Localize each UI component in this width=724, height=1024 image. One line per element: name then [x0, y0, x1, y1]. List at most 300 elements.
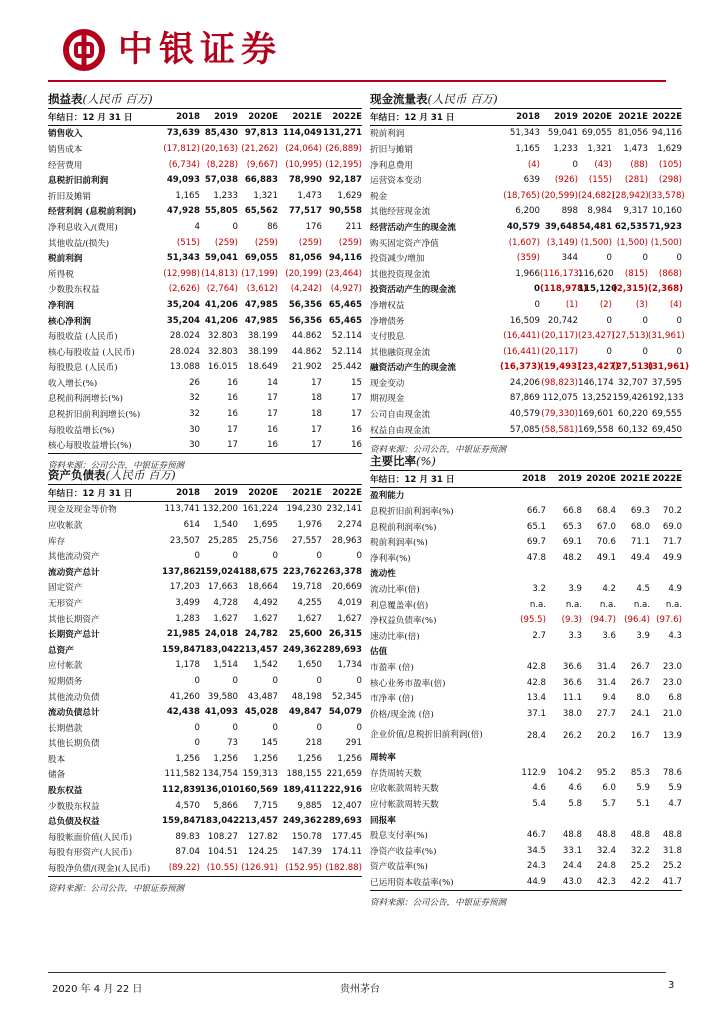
row-value: 159,847	[162, 816, 202, 827]
row-value: (126.91)	[241, 863, 278, 874]
row-value: 16.7	[630, 730, 650, 741]
row-value	[650, 812, 682, 828]
row-label: 价格/现金流 (倍)	[370, 709, 434, 720]
row-value: 176	[305, 221, 322, 232]
row-label: 已运用资本收益率(%)	[370, 878, 454, 889]
table-row	[370, 360, 682, 376]
row-value: 218	[305, 738, 322, 749]
table-row	[370, 188, 682, 204]
table-row	[48, 720, 362, 736]
row-value: 57,085	[509, 424, 540, 435]
row-value: (259)	[254, 237, 278, 248]
row-value: 0	[356, 722, 362, 733]
row-value: 24.4	[562, 861, 582, 872]
row-value: 639	[523, 175, 540, 186]
row-label: 净利息费用	[370, 160, 413, 171]
row-value: n.a.	[565, 599, 582, 610]
row-label: 每股股息 (人民币)	[48, 363, 118, 374]
row-value: 42.3	[596, 877, 616, 888]
row-label: 每股收益增长(%)	[48, 425, 115, 436]
row-label: 每股帐面价值(人民币)	[48, 832, 133, 843]
row-value: 188,675	[238, 566, 278, 577]
row-value: 27,557	[291, 535, 322, 546]
row-value: 23,507	[169, 535, 200, 546]
row-value: (8,228)	[206, 159, 238, 170]
row-value: 90,558	[328, 206, 362, 217]
row-label: 其他长期资产	[48, 614, 100, 625]
row-value: 17	[267, 409, 278, 420]
row-value: 47,985	[244, 299, 278, 310]
row-label: 市盈率 (倍)	[370, 662, 414, 673]
balance-title	[48, 466, 362, 485]
column-header-year: 2021E	[278, 485, 322, 501]
row-value: 13.4	[526, 693, 546, 704]
row-value: 65,465	[328, 315, 362, 326]
row-value: 0	[356, 675, 362, 686]
row-value: 24,782	[244, 629, 278, 640]
row-value: 1,627	[297, 613, 322, 624]
table-row	[48, 782, 362, 798]
column-header-label: 年结日：12 月 31 日	[48, 109, 162, 125]
row-value: (18,765)	[503, 190, 540, 201]
row-value: 112,075	[542, 393, 578, 404]
row-value: 67.0	[596, 521, 616, 532]
row-value: (359)	[516, 253, 540, 264]
row-label: 回报率	[370, 815, 396, 826]
row-label: 总资产	[48, 645, 74, 656]
row-label: 市净率 (倍)	[370, 694, 414, 705]
cashflow-statement-panel	[370, 90, 690, 457]
row-label: 核心业务市盈率(倍)	[370, 678, 446, 689]
column-header-year: 2018	[500, 109, 540, 125]
row-value: 87.04	[175, 847, 200, 858]
row-value: 0	[534, 299, 540, 310]
row-value: 41.7	[662, 877, 682, 888]
table-row	[48, 172, 362, 188]
row-label: 息税折旧前利润	[48, 176, 109, 187]
row-value: 25,600	[288, 629, 322, 640]
table-row	[370, 534, 682, 550]
row-value: (27,513)	[612, 331, 649, 342]
row-value: 211	[345, 221, 362, 232]
row-value: 65,465	[328, 299, 362, 310]
row-value: 169,601	[578, 409, 614, 420]
row-value: (24,682)	[578, 190, 615, 201]
row-value: 57,038	[204, 175, 238, 186]
footer-company: 贵州茅台	[340, 984, 380, 995]
table-row	[370, 690, 682, 706]
row-value: 1,256	[297, 753, 322, 764]
row-value: 1,233	[553, 143, 578, 154]
footer-date: 2020 年 4 月 22 日	[52, 984, 143, 995]
row-value: 0	[316, 675, 322, 686]
row-label: 期初现金	[370, 394, 405, 405]
row-label: 股东权益	[48, 786, 83, 797]
row-value: 5,866	[213, 800, 238, 811]
row-value: 189,411	[282, 785, 322, 796]
row-value: 5.9	[636, 783, 650, 794]
row-value: (94.7)	[590, 615, 616, 626]
row-value: 59,041	[547, 128, 578, 139]
row-value: (17,812)	[163, 143, 200, 154]
row-value: (43)	[594, 159, 612, 170]
row-value: 213,457	[238, 644, 278, 655]
row-value: 39,580	[207, 691, 238, 702]
row-value: 161,224	[242, 504, 278, 515]
table-row	[48, 235, 362, 251]
row-value: 26.7	[630, 677, 650, 688]
table-row	[48, 689, 362, 705]
row-value: 344	[561, 253, 578, 264]
row-value: 23.0	[662, 661, 682, 672]
row-value: 159,426	[612, 393, 648, 404]
row-value: 16	[267, 440, 278, 451]
row-value: 16,509	[509, 315, 540, 326]
table-row	[48, 829, 362, 845]
row-value: 41,093	[204, 707, 238, 718]
row-value: 3.6	[602, 630, 616, 641]
table-row	[48, 282, 362, 298]
row-value: 3,499	[175, 597, 200, 608]
row-label: 核心净利润	[48, 316, 91, 327]
table-row	[48, 391, 362, 407]
row-value: 30	[189, 440, 200, 451]
row-value: 32,707	[617, 377, 648, 388]
row-label: 长期借款	[48, 723, 83, 734]
row-value: (16,373)	[500, 362, 542, 373]
row-value: 1,514	[213, 660, 238, 671]
column-header-year: 2019	[200, 109, 238, 125]
row-label: 存货周转天数	[370, 768, 422, 779]
row-value: 48.8	[562, 830, 582, 841]
row-value: 13.088	[169, 362, 200, 373]
column-header-year: 2018	[162, 109, 200, 125]
row-label: 应收帐款	[48, 520, 83, 531]
row-value: 18	[311, 393, 322, 404]
income-unit: (人民币 百万)	[82, 92, 153, 106]
table-row	[370, 375, 682, 391]
row-value: 0	[606, 346, 612, 357]
row-value: (926)	[554, 175, 578, 186]
row-value: 42.8	[526, 661, 546, 672]
balance-table	[48, 485, 362, 876]
row-value: (9.3)	[561, 615, 582, 626]
row-value: 177.45	[331, 831, 362, 842]
row-value: 1,283	[175, 613, 200, 624]
row-label: 权益自由现金流	[370, 425, 431, 436]
row-value: (88)	[630, 159, 648, 170]
row-value	[616, 566, 650, 582]
table-row	[370, 659, 682, 675]
row-value: 28.024	[169, 331, 200, 342]
row-label: 核心每股收益增长(%)	[48, 441, 132, 452]
row-value: 0	[272, 551, 278, 562]
row-value: 115,120	[578, 284, 618, 295]
row-value: 289,693	[322, 816, 362, 827]
column-header-year: 2020E	[578, 109, 612, 125]
row-value: (10.55)	[206, 863, 238, 874]
row-value: 0	[232, 221, 238, 232]
row-label: 税前利润	[370, 129, 405, 140]
row-value: 0	[642, 253, 648, 264]
row-value: 0	[606, 315, 612, 326]
row-label: 税前利润率(%)	[370, 538, 428, 549]
row-value: 114,049	[282, 128, 322, 139]
row-value: 49,093	[166, 175, 200, 186]
row-label: 少数股东权益	[48, 285, 100, 296]
row-value: 134,754	[202, 769, 238, 780]
row-value: 19,718	[291, 582, 322, 593]
column-header-year: 2021E	[278, 109, 322, 125]
row-value: (182.88)	[325, 863, 362, 874]
row-value: 36.6	[562, 677, 582, 688]
row-label: 其他投资现金流	[370, 269, 431, 280]
row-value	[508, 566, 546, 582]
row-value: 8.0	[636, 693, 650, 704]
row-value: (33,578)	[648, 190, 685, 201]
row-label: 应付帐款	[48, 661, 83, 672]
row-value: 221,659	[326, 769, 362, 780]
row-value: 17	[311, 377, 322, 388]
table-row	[370, 706, 682, 722]
row-value: 4.7	[668, 799, 682, 810]
row-value: 232,141	[326, 504, 362, 515]
row-value: 222,916	[322, 785, 362, 796]
row-value: 70.2	[662, 505, 682, 516]
row-value: (10,995)	[285, 159, 322, 170]
table-row	[370, 313, 682, 329]
row-value: 145	[261, 738, 278, 749]
brand-logo	[62, 28, 282, 72]
row-value: 32	[189, 409, 200, 420]
row-value: 0	[642, 346, 648, 357]
row-value: (3,149)	[546, 237, 578, 248]
row-value: 159,847	[162, 644, 202, 655]
table-row	[48, 595, 362, 611]
row-label: 融资活动产生的现金流	[370, 363, 456, 374]
row-value: 51,343	[166, 253, 200, 264]
row-label: 折旧与摊销	[370, 144, 413, 155]
table-row	[48, 658, 362, 674]
row-value: 1,629	[337, 190, 362, 201]
row-value: 25.2	[662, 861, 682, 872]
row-value: 6.8	[668, 693, 682, 704]
row-value: 104.51	[207, 847, 238, 858]
row-value: (20,163)	[201, 143, 238, 154]
table-row	[370, 519, 682, 535]
table-row	[48, 626, 362, 642]
row-value: 17	[311, 440, 322, 451]
row-value	[616, 750, 650, 766]
row-value: (28,942)	[612, 190, 649, 201]
row-value: 66.8	[562, 505, 582, 516]
row-value: 52.114	[331, 346, 362, 357]
cashflow-table	[370, 109, 690, 437]
row-value: 41,260	[169, 691, 200, 702]
row-value: (259)	[298, 237, 322, 248]
table-row	[370, 141, 682, 157]
row-value: 104.2	[557, 767, 582, 778]
row-value: 65.3	[562, 521, 582, 532]
row-label: 投资活动产生的现金流	[370, 285, 456, 296]
row-value: (815)	[624, 268, 648, 279]
row-value: 6,200	[515, 206, 540, 217]
row-value: 47.8	[526, 552, 546, 563]
table-row	[48, 204, 362, 220]
row-value: 213,457	[238, 816, 278, 827]
table-row	[370, 874, 682, 890]
income-statement-panel	[48, 90, 362, 473]
row-label: 支付股息	[370, 332, 405, 343]
column-header-year: 2019	[200, 485, 238, 501]
row-value: 48,198	[291, 691, 322, 702]
row-value: n.a.	[599, 599, 616, 610]
row-value: 2,274	[337, 519, 362, 530]
row-value: (868)	[658, 268, 682, 279]
row-value: 42.2	[630, 877, 650, 888]
table-row	[48, 501, 362, 517]
row-value: (20,199)	[285, 268, 322, 279]
row-value: (20,117)	[541, 346, 578, 357]
row-label: 速动比率(倍)	[370, 631, 420, 642]
row-value: 1,976	[297, 519, 322, 530]
row-value: 0	[272, 722, 278, 733]
row-label: 库存	[48, 536, 66, 547]
row-value: 47,928	[166, 206, 200, 217]
row-label: 企业价值/息税折旧前利润(倍)	[370, 730, 483, 740]
table-row	[48, 297, 362, 313]
row-value: 89.83	[175, 831, 200, 842]
row-label: 购买固定资产净值	[370, 238, 439, 249]
row-value: 5.4	[532, 799, 546, 810]
row-label: 经营费用	[48, 160, 83, 171]
row-value: 44.9	[526, 877, 546, 888]
row-value: (12,195)	[325, 159, 362, 170]
row-value: 2.7	[532, 630, 546, 641]
column-header-label: 年结日：12 月 31 日	[48, 485, 162, 501]
row-value: 0	[232, 551, 238, 562]
row-value: 0	[194, 551, 200, 562]
row-label: 应收帐款周转天数	[370, 784, 439, 795]
row-value: 21.0	[662, 708, 682, 719]
row-value: 3.9	[636, 630, 650, 641]
row-value: 48.8	[596, 830, 616, 841]
row-value: 898	[561, 206, 578, 217]
table-row	[48, 736, 362, 752]
cashflow-title	[370, 90, 682, 109]
row-value: 159,313	[242, 769, 278, 780]
row-value: (1,607)	[508, 237, 540, 248]
table-row	[370, 125, 682, 141]
row-value: 1,321	[253, 190, 278, 201]
row-value: n.a.	[529, 599, 546, 610]
row-value: 174.11	[331, 847, 362, 858]
row-value: 0	[676, 346, 682, 357]
row-value: 4,492	[253, 597, 278, 608]
row-value: (105)	[658, 159, 682, 170]
row-value: (1,500)	[580, 237, 612, 248]
row-value: 32.803	[207, 331, 238, 342]
row-value: 85,430	[204, 128, 238, 139]
row-value: 55,805	[204, 206, 238, 217]
column-header-year: 2022E	[322, 109, 362, 125]
row-value: (3)	[635, 299, 648, 310]
row-label: 资产收益率(%)	[370, 862, 428, 873]
row-value: 37,595	[651, 377, 682, 388]
row-value: 11.1	[562, 693, 582, 704]
row-value: 81,056	[288, 253, 322, 264]
row-value: 24.3	[526, 861, 546, 872]
table-row	[48, 344, 362, 360]
row-value: 17	[227, 424, 238, 435]
row-label: 盈利能力	[370, 491, 405, 502]
column-header-year: 2020E	[238, 485, 278, 501]
column-header-year: 2020E	[238, 109, 278, 125]
table-row	[48, 360, 362, 376]
row-value: (152.95)	[285, 863, 322, 874]
row-value: 30	[189, 424, 200, 435]
row-label: 少数股东权益	[48, 801, 100, 812]
column-header-year: 2019	[540, 109, 578, 125]
row-value: 39,648	[544, 221, 578, 232]
row-label: 净增债务	[370, 316, 405, 327]
row-label: 税金	[370, 191, 388, 202]
row-value: 42.8	[526, 677, 546, 688]
row-value: 26.2	[562, 730, 582, 741]
row-value: (9,667)	[246, 159, 278, 170]
row-value: (298)	[658, 175, 682, 186]
table-row	[370, 550, 682, 566]
row-value: (281)	[624, 175, 648, 186]
row-value: (98,823)	[541, 377, 578, 388]
row-value: 49.9	[662, 552, 682, 563]
row-value: 16	[227, 409, 238, 420]
row-value: (31,961)	[648, 362, 690, 373]
row-value: (2,626)	[168, 284, 200, 295]
row-value: 223,762	[282, 566, 322, 577]
row-value	[546, 644, 582, 660]
row-value: 1,473	[623, 143, 648, 154]
row-label: 净增权益	[370, 300, 405, 311]
row-label: 税前利润	[48, 254, 83, 265]
row-value: (21,262)	[241, 143, 278, 154]
row-value: 1,540	[213, 519, 238, 530]
table-row	[48, 266, 362, 282]
table-row	[48, 422, 362, 438]
table-row	[48, 375, 362, 391]
row-value: 4,570	[175, 800, 200, 811]
row-value: 16	[227, 377, 238, 388]
row-value: (20,117)	[541, 331, 578, 342]
row-value: 614	[183, 519, 200, 530]
row-value: 9,885	[297, 800, 322, 811]
row-value: 65,562	[244, 206, 278, 217]
row-label: 长期资产总计	[48, 630, 100, 641]
row-value: 0	[642, 315, 648, 326]
row-value: 1,233	[213, 190, 238, 201]
footer-divider	[48, 972, 666, 973]
column-header-year: 2021E	[616, 471, 650, 487]
table-row	[48, 564, 362, 580]
row-value	[650, 644, 682, 660]
row-value: 289,693	[322, 644, 362, 655]
row-value: 0	[232, 675, 238, 686]
row-value: 26,315	[328, 629, 362, 640]
table-row	[48, 250, 362, 266]
row-label: 息税前利润增长(%)	[48, 394, 124, 405]
row-value	[650, 566, 682, 582]
row-label: 应付帐款周转天数	[370, 800, 439, 811]
